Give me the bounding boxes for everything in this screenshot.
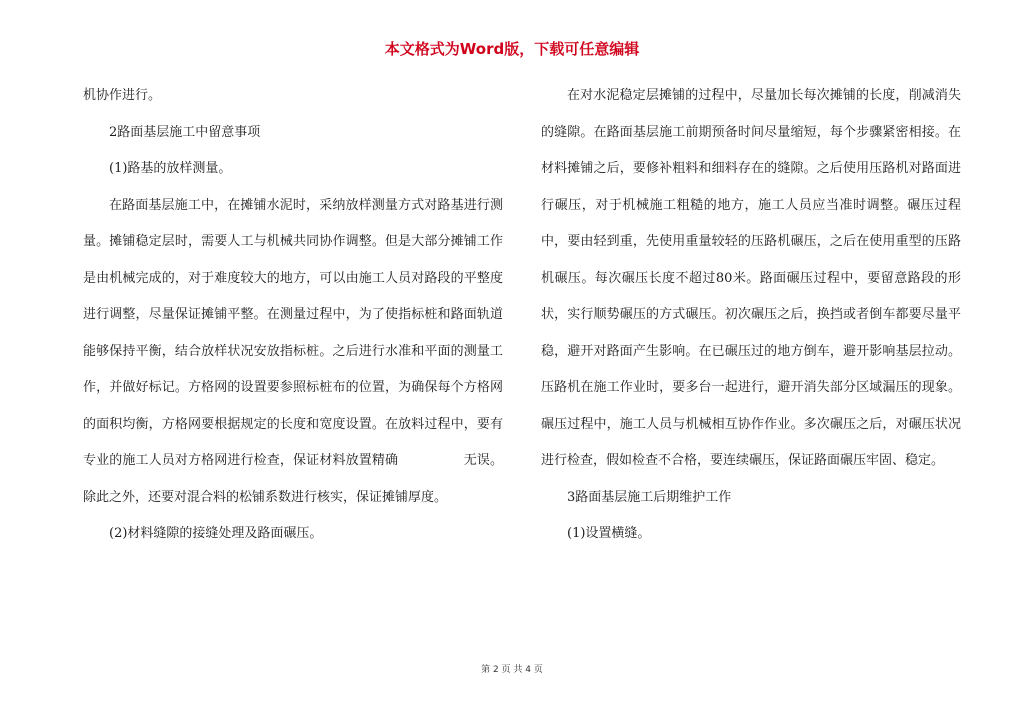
paragraph: 机协作进行。 [83,88,162,103]
paragraph: (1)设置横缝。 [567,526,651,541]
paragraph: 3路面基层施工后期维护工作 [567,489,732,505]
left-column [83,78,503,553]
right-column [541,78,961,553]
paragraph: (1)路基的放样测量。 [109,161,232,176]
paragraph: 在路面基层施工中，在摊铺水泥时，采纳放样测量方式对路基进行测量。摊铺稳定层时，需要人工与机械共同协作调整。但是大部分摊铺工作是由机械完成的，对于难度较大的地方，可以由施工人员对路段的平整度进行调整，尽量保证摊铺平整。在测量过程中，为了使指标桩和路面轨道能够保持平衡，结合放样状况安放指标桩。之后进行水准和平面的测量工作，并做好标记。方格网的设置要参照标桩布的位置，为确保每个方格网的面积均衡，方格网要根据规定的长度和宽度设置。在放料过程中，要有专业的施工人员对方格网进行检查，保证材料放置精确 无误。除此之外，还要对混合料的松铺系数进行核实，保证摊铺厚度。 [83,197,503,505]
paragraph: 2路面基层施工中留意事项 [109,124,261,140]
page-number: 第 2 页 共 4 页 [481,665,543,675]
paragraph: (2)材料缝隙的接缝处理及路面碾压。 [109,526,323,541]
paragraph: 在对水泥稳定层摊铺的过程中，尽量加长每次摊铺的长度，削减消失的缝隙。在路面基层施工前期预备时间尽量缩短，每个步骤紧密相接。在材料摊铺之后，要修补粗料和细料存在的缝隙。之后使用压路机对路面进行碾压，对于机械施工粗糙的地方，施工人员应当准时调整。碾压过程中，要由轻到重，先使用重量较轻的压路机碾压，之后在使用重型的压路机碾压。每次碾压长度不超过80米。路面碾压过程中，要留意路段的形状，实行顺势碾压的方式碾压。初次碾压之后，换挡或者倒车都要尽量平稳，避开对路面产生影响。在已碾压过的地方倒车，避开影响基层拉动。压路机在施工作业时，要多台一起进行，避开消失部分区域漏压的现象。碾压过程中，施工人员与机械相互协作作业。多次碾压之后，对碾压状况进行检查，假如检查不合格，要连续碾压，保证路面碾压牢固、稳定。 [541,88,961,468]
document-banner: 本文格式为Word版，下载可任意编辑 [384,40,640,58]
